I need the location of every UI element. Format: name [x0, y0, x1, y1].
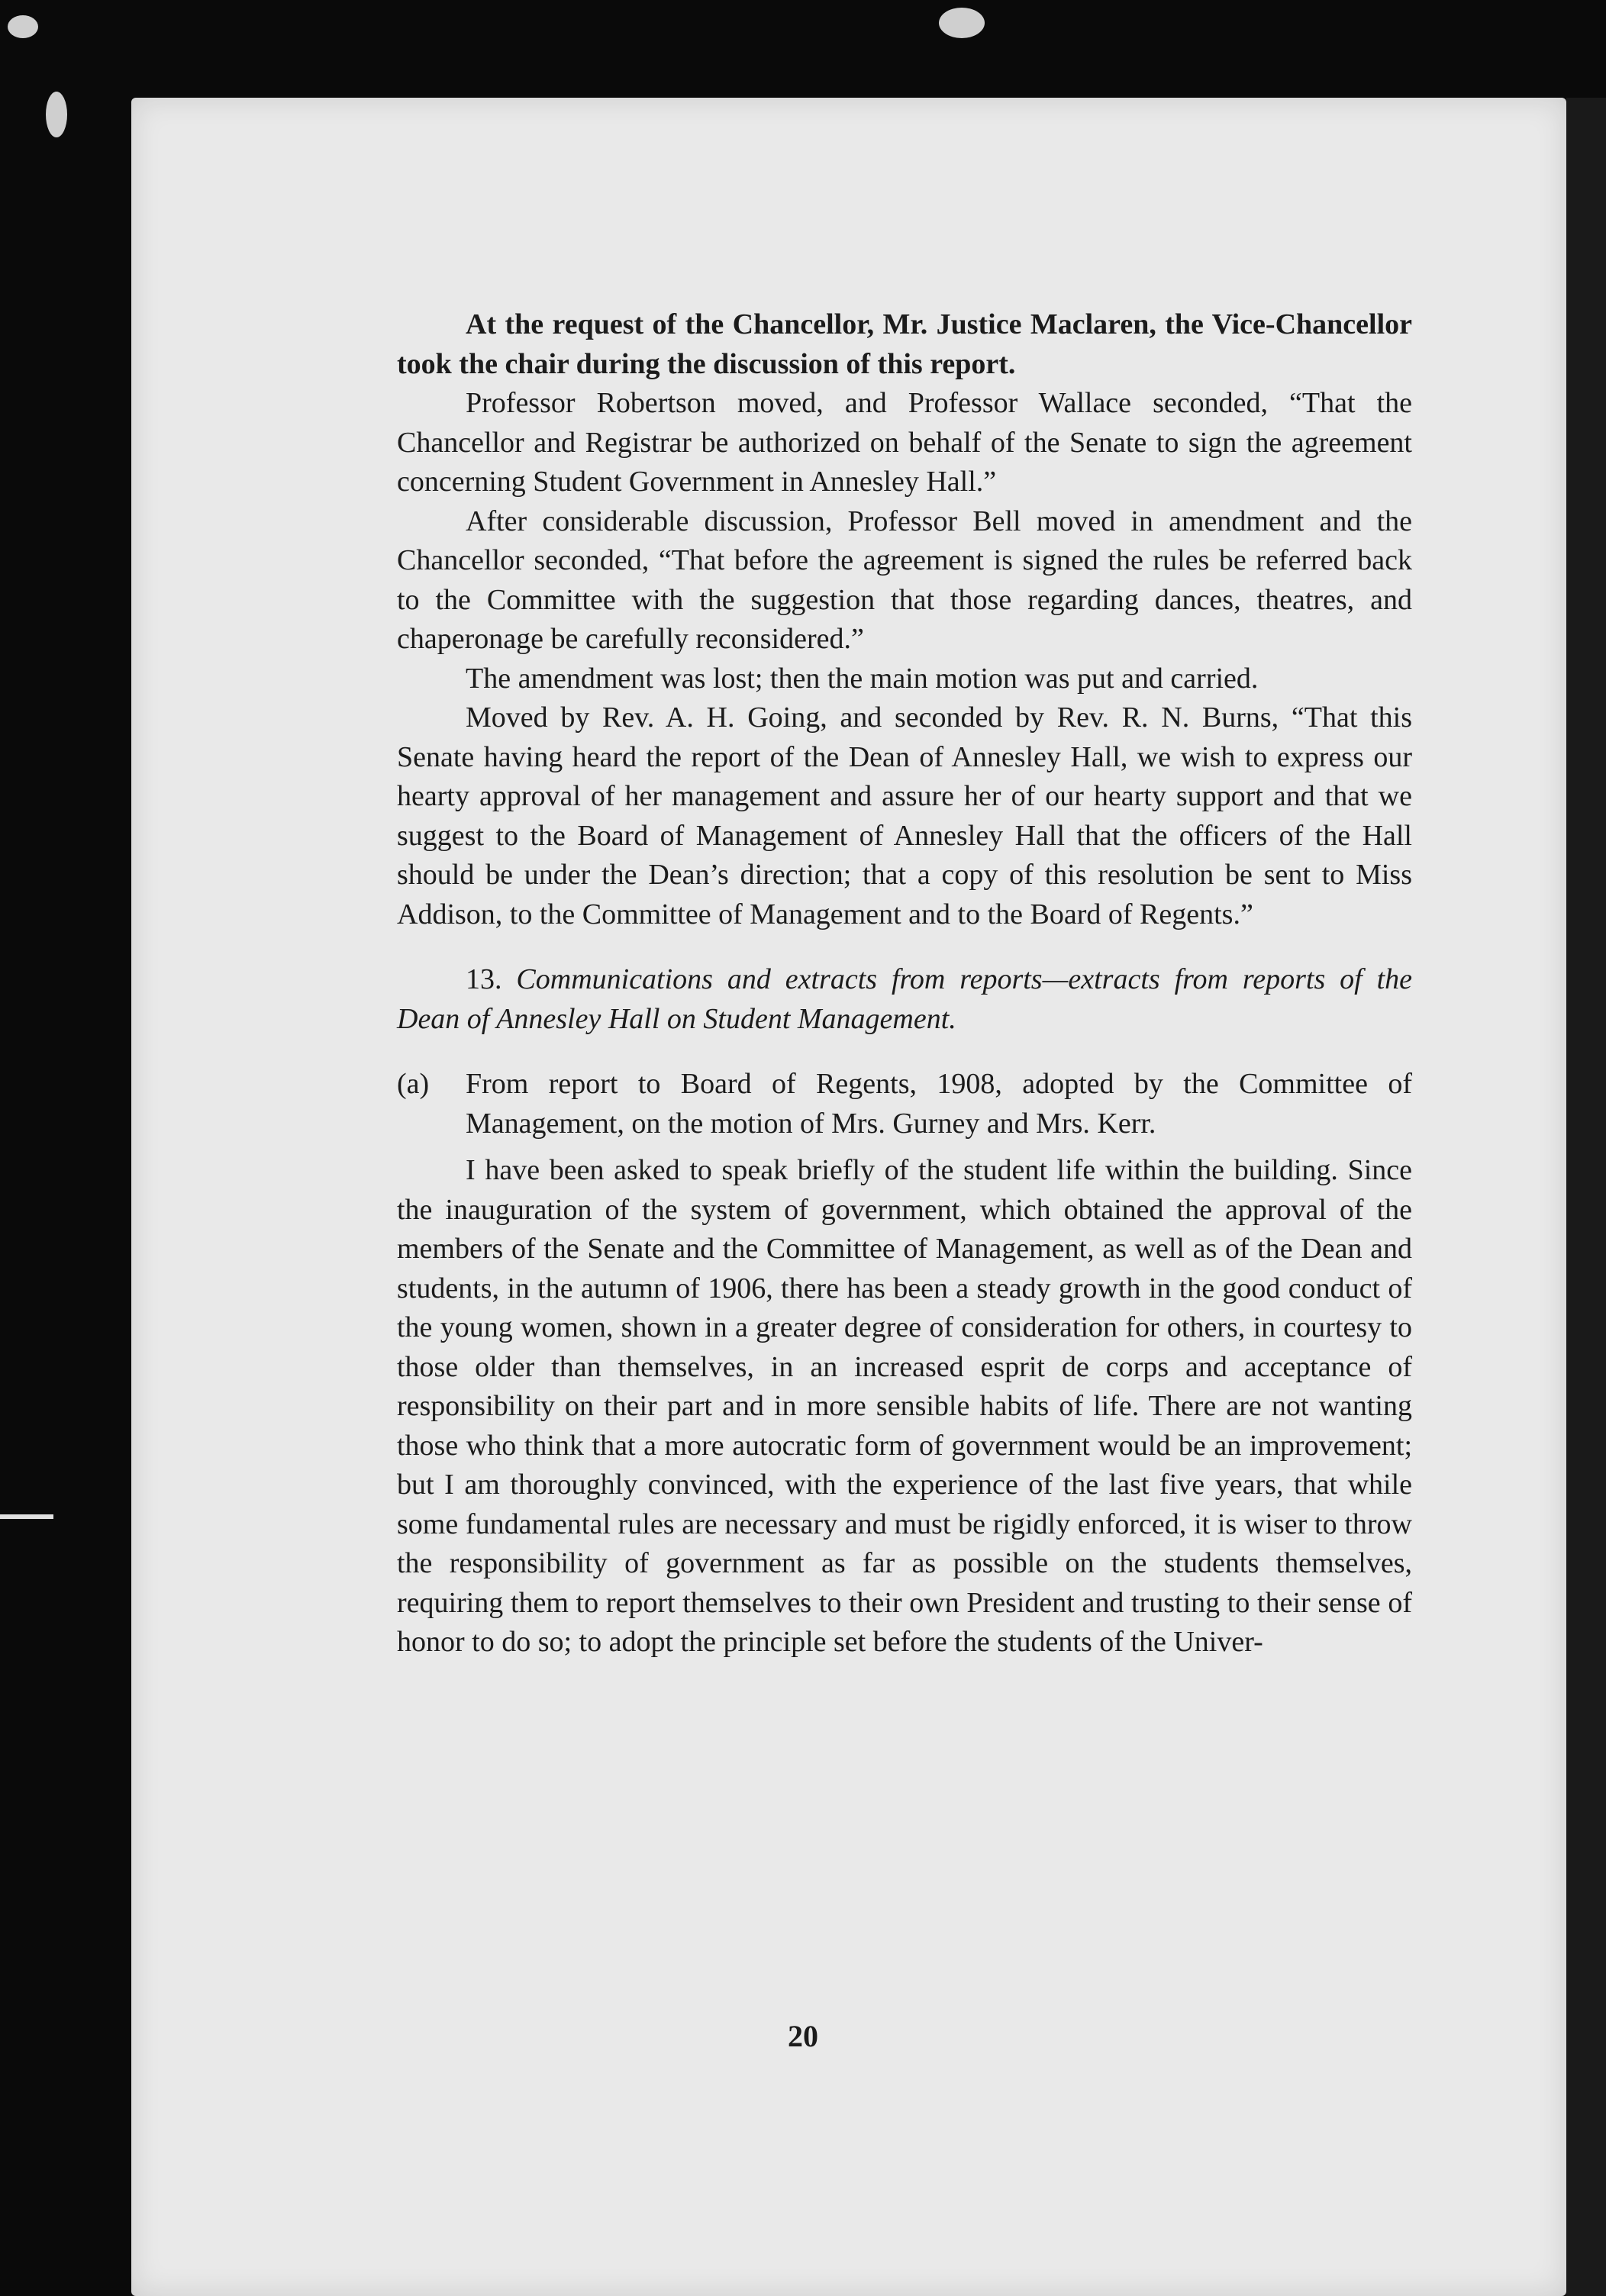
- section-title: Communications and extracts from reports—extracts from reports of the Dean of Annesley Hall on Student Management.: [397, 963, 1413, 1035]
- list-item-label: (a): [397, 1068, 430, 1100]
- list-item-text: From report to Board of Regents, 1908, adopted by the Committee of Management, on the motion of Mrs. Gurney and Mrs. Kerr.: [466, 1068, 1412, 1140]
- page-text: [397, 305, 1412, 1662]
- paragraph: The amendment was lost; then the main motion was put and carried.: [466, 662, 1259, 695]
- scan-speck: [939, 8, 985, 38]
- paragraph: Professor Robertson moved, and Professor Wallace seconded, “That the Chancellor and Registrar be authorized on behalf of the Senate to sign the agreement concerning Student Government in Annesley Hall.”: [397, 387, 1412, 498]
- margin-mark: [0, 1514, 53, 1519]
- page-edge-shadow: [1566, 98, 1606, 2296]
- scan-speck: [46, 92, 67, 137]
- paragraph: Moved by Rev. A. H. Going, and seconded by Rev. R. N. Burns, “That this Senate having heard the report of the Dean of Annesley Hall, we wish to express our hearty approval of her management and assure her of our hearty support and that we suggest to the Board of Management of Annesley Hall that the officers of the Hall should be under the Dean’s direction; that a copy of this resolution be sent to Miss Addison, to the Committee of Management and to the Board of Regents.”: [397, 701, 1412, 930]
- scan-speck: [8, 15, 38, 38]
- paragraph: At the request of the Chancellor, Mr. Justice Maclaren, the Vice-Chancellor took the chair during the discussion of this report.: [397, 308, 1412, 380]
- list-item: [397, 1065, 1412, 1143]
- page-number: 20: [788, 2019, 818, 2053]
- body-paragraph: I have been asked to speak briefly of the student life within the building. Since the inauguration of the system of government, which obtained the approval of the members of the Senate and the Committee of Management, as well as of the Dean and students, in the autumn of 1906, there has been a steady growth in the good conduct of the young women, shown in a greater degree of consideration for others, in courtesy to those older than themselves, in an increased esprit de corps and acceptance of responsibility on their part and in more sensible habits of life. There are not wanting those who think that a more autocratic form of government would be an improvement; but I am thoroughly convinced, with the experience of the last five years, that while some fundamental rules are necessary and must be rigidly enforced, it is wiser to throw the responsibility of government as far as possible on the students themselves, requiring them to report themselves to their own President and trusting to their sense of honor to do so; to adopt the principle set before the students of the Univer-: [397, 1154, 1412, 1658]
- section-number: 13.: [466, 963, 502, 995]
- list-item-content: [397, 1065, 1412, 1143]
- paragraph: After considerable discussion, Professor Bell moved in amendment and the Chancellor seconded, “That before the agreement is signed the rules be referred back to the Committee with the suggestion that those regarding dances, theatres, and chaperonage be carefully reconsidered.”: [397, 505, 1412, 655]
- section-heading: [397, 960, 1412, 1039]
